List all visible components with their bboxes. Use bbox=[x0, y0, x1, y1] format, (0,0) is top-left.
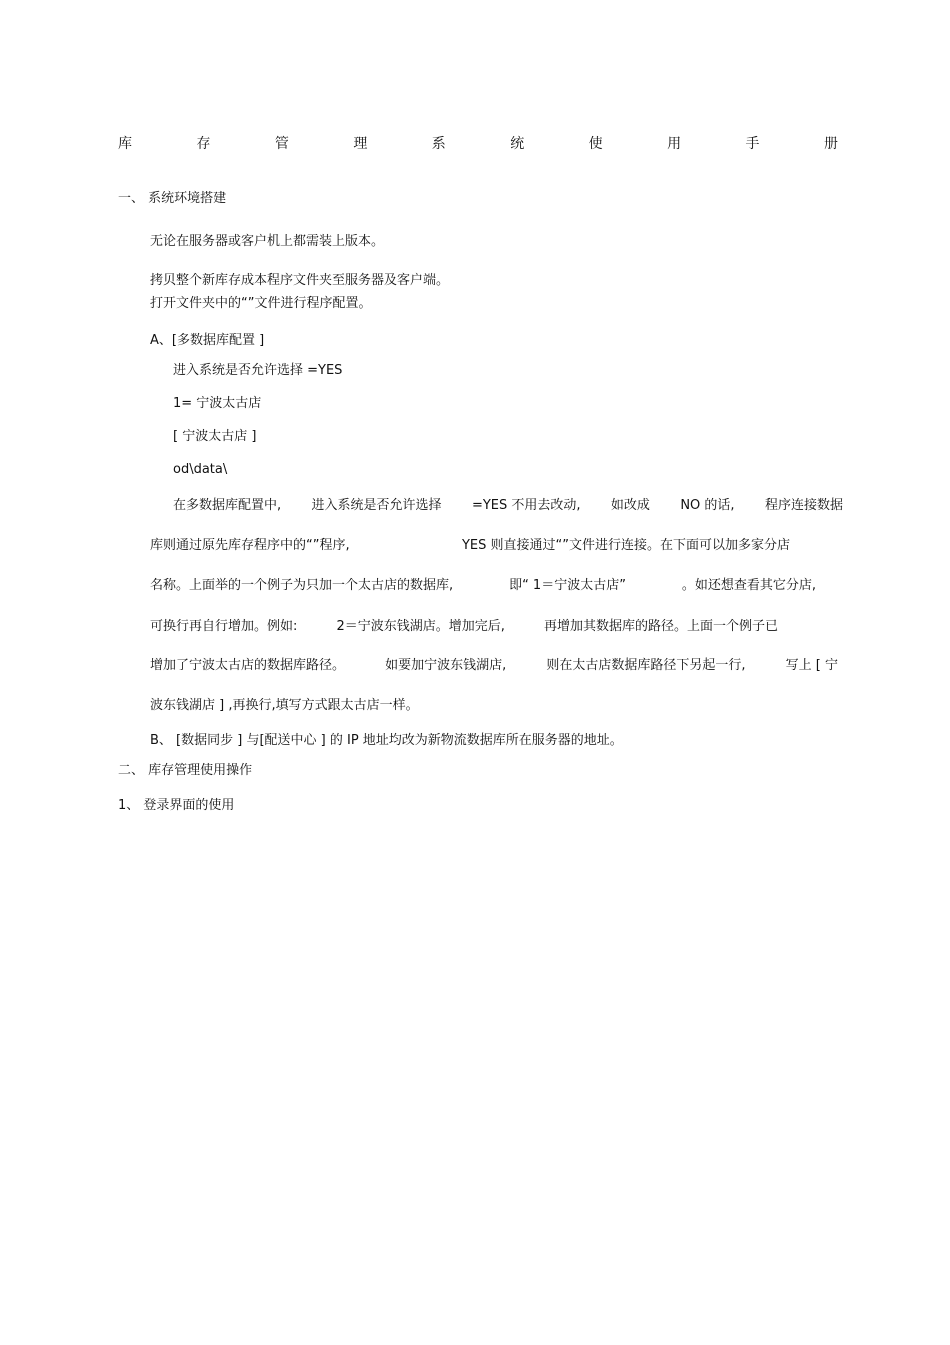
section-heading-inventory-operation: 二、 库存管理使用操作 bbox=[118, 763, 253, 778]
paragraph-open-config: 打开文件夹中的“”文件进行程序配置。 bbox=[150, 296, 372, 311]
title-char: 手 bbox=[745, 136, 760, 152]
text-run: 增加了宁波太古店的数据库路径。 bbox=[150, 658, 346, 673]
subsection-heading-multi-db: A、[多数据库配置 ] bbox=[150, 333, 265, 348]
text-run: 如改成 bbox=[610, 498, 650, 513]
text-run: 。如还想查看其它分店, bbox=[681, 578, 816, 593]
text-run: 写上 [ 宁 bbox=[785, 658, 838, 673]
config-line: [ 宁波太古店 ] bbox=[173, 429, 257, 444]
paragraph-install-version: 无论在服务器或客户机上都需装上版本。 bbox=[150, 234, 385, 249]
subsection-b-sync-ip: B、 [数据同步 ] 与[配送中心 ] 的 IP 地址均改为新物流数据库所在服务器的地址。 bbox=[150, 733, 623, 748]
title-char: 使 bbox=[588, 136, 603, 152]
paragraph-line bbox=[150, 697, 419, 715]
text-run: 库则通过原先库存程序中的“”程序, bbox=[150, 538, 350, 553]
title-char: 统 bbox=[510, 136, 525, 152]
title-char: 用 bbox=[667, 136, 682, 152]
section-heading-environment: 一、 系统环境搭建 bbox=[118, 191, 227, 206]
config-line: 1= 宁波太古店 bbox=[173, 396, 262, 411]
text-run: 在多数据库配置中, bbox=[173, 498, 282, 513]
text-run: 名称。上面举的一个例子为只加一个太古店的数据库, bbox=[150, 578, 454, 593]
paragraph-line bbox=[150, 577, 816, 595]
text-run: 进入系统是否允许选择 bbox=[311, 498, 442, 513]
text-run: 如要加宁波东钱湖店, bbox=[385, 658, 507, 673]
title-char: 系 bbox=[431, 136, 446, 152]
text-run: 可换行再自行增加。例如: bbox=[150, 619, 298, 634]
title-char: 存 bbox=[196, 136, 211, 152]
text-run: 再增加其数据库的路径。上面一个例子已 bbox=[543, 619, 778, 634]
text-run: 2＝宁波东钱湖店。增加完后, bbox=[336, 619, 505, 634]
title-char: 库 bbox=[118, 136, 132, 152]
text-run: =YES 不用去改动, bbox=[471, 498, 581, 513]
title-char: 册 bbox=[823, 136, 838, 152]
text-run: NO 的话, bbox=[680, 498, 735, 513]
paragraph-line bbox=[150, 537, 790, 555]
paragraph-copy-folder: 拷贝整个新库存成本程序文件夹至服务器及客户端。 bbox=[150, 273, 450, 288]
text-run: 即“ 1＝宁波太古店” bbox=[509, 578, 626, 593]
text-run: YES 则直接通过“”文件进行连接。在下面可以加多家分店 bbox=[461, 538, 790, 553]
text-run: 程序连接数据 bbox=[764, 498, 843, 513]
paragraph-line bbox=[150, 618, 778, 636]
title-char: 管 bbox=[274, 136, 289, 152]
text-run: 则在太古店数据库路径下另起一行, bbox=[546, 658, 746, 673]
subsection-heading-login: 1、 登录界面的使用 bbox=[118, 798, 235, 813]
title-char: 理 bbox=[353, 136, 368, 152]
config-line: 进入系统是否允许选择 =YES bbox=[173, 363, 343, 378]
paragraph-line bbox=[173, 497, 843, 515]
paragraph-line bbox=[150, 657, 838, 675]
document-title bbox=[118, 134, 838, 154]
config-line: od\data\ bbox=[173, 462, 228, 477]
text-run: 波东钱湖店 ] ,再换行,填写方式跟太古店一样。 bbox=[150, 698, 419, 713]
